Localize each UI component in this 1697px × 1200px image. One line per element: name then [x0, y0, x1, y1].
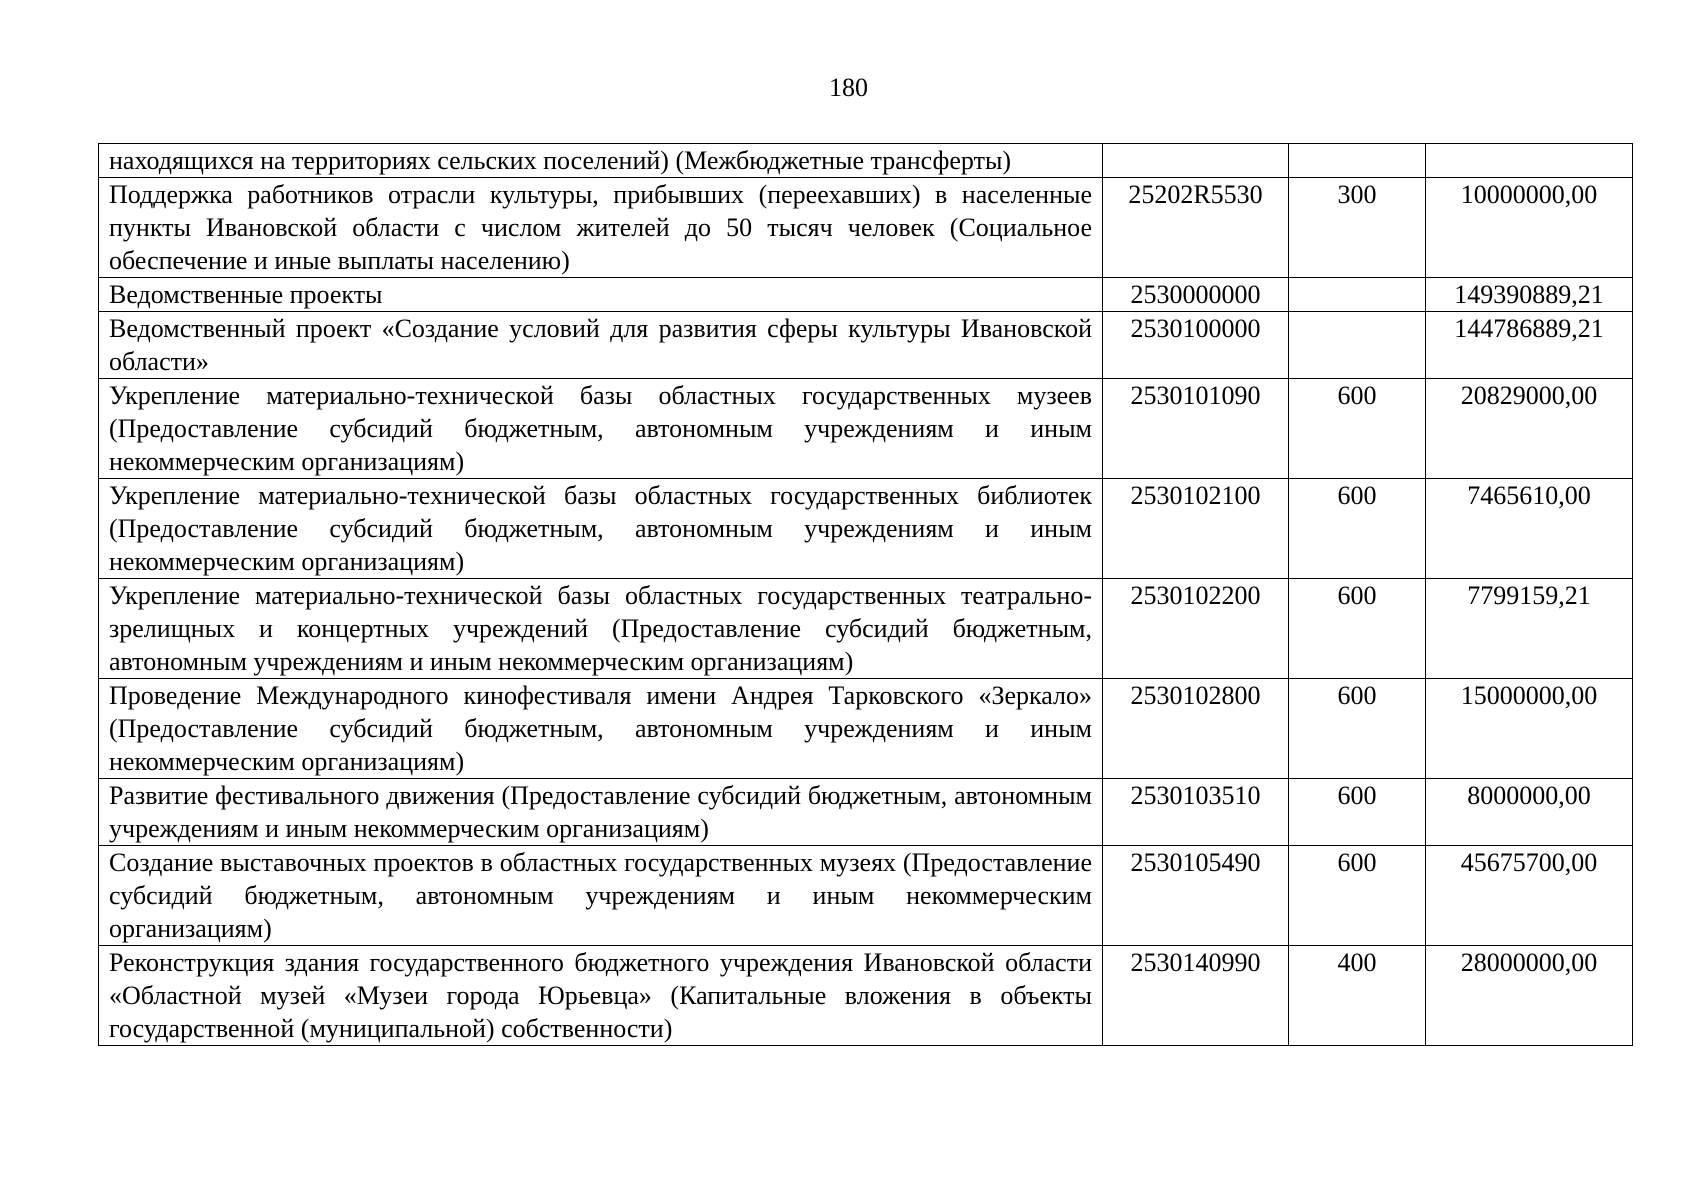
row-description: Ведомственные проекты [99, 278, 1103, 312]
row-sum: 15000000,00 [1426, 679, 1633, 779]
row-sum: 7799159,21 [1426, 579, 1633, 679]
row-description: Поддержка работников отрасли культуры, прибывших (переехавших) в населенные пункты Ивановской области с числом жителей до 50 тысяч человек (Социальное обеспечение и иные выплаты населению) [99, 178, 1103, 278]
table-row [99, 379, 1633, 479]
row-sum: 8000000,00 [1426, 779, 1633, 846]
table-row [99, 779, 1633, 846]
row-code: 2530102100 [1103, 479, 1289, 579]
row-code: 2530103510 [1103, 779, 1289, 846]
row-description: Создание выставочных проектов в областных государственных музеях (Предоставление субсидий бюджетным, автономным учреждениям и иным некоммерческим организациям) [99, 846, 1103, 946]
row-code: 2530140990 [1103, 946, 1289, 1046]
row-expense-type: 600 [1289, 846, 1426, 946]
row-sum: 7465610,00 [1426, 479, 1633, 579]
row-sum [1426, 144, 1633, 178]
row-sum: 144786889,21 [1426, 312, 1633, 379]
budget-table [98, 143, 1633, 1046]
row-expense-type [1289, 312, 1426, 379]
row-description: Укрепление материально-технической базы областных государственных библиотек (Предоставление субсидий бюджетным, автономным учреждениям и иным некоммерческим организациям) [99, 479, 1103, 579]
row-expense-type: 400 [1289, 946, 1426, 1046]
table-row [99, 579, 1633, 679]
table-row [99, 144, 1633, 178]
row-code: 2530100000 [1103, 312, 1289, 379]
row-expense-type: 600 [1289, 779, 1426, 846]
page-number: 180 [829, 73, 868, 102]
row-sum: 10000000,00 [1426, 178, 1633, 278]
row-code [1103, 144, 1289, 178]
row-description: Реконструкция здания государственного бюджетного учреждения Ивановской области «Областной музей «Музеи города Юрьевца» (Капитальные вложения в объекты государственной (муниципальной) собственности) [99, 946, 1103, 1046]
row-sum: 20829000,00 [1426, 379, 1633, 479]
row-code: 25202R5530 [1103, 178, 1289, 278]
table-row [99, 178, 1633, 278]
row-description: Развитие фестивального движения (Предоставление субсидий бюджетным, автономным учреждениям и иным некоммерческим организациям) [99, 779, 1103, 846]
table-row [99, 846, 1633, 946]
row-sum: 45675700,00 [1426, 846, 1633, 946]
row-code: 2530000000 [1103, 278, 1289, 312]
row-expense-type: 600 [1289, 479, 1426, 579]
row-expense-type [1289, 144, 1426, 178]
row-code: 2530102800 [1103, 679, 1289, 779]
table-row [99, 479, 1633, 579]
row-description: Укрепление материально-технической базы областных государственных музеев (Предоставление субсидий бюджетным, автономным учреждениям и иным некоммерческим организациям) [99, 379, 1103, 479]
row-expense-type: 300 [1289, 178, 1426, 278]
row-expense-type: 600 [1289, 679, 1426, 779]
row-expense-type: 600 [1289, 379, 1426, 479]
row-expense-type [1289, 278, 1426, 312]
row-code: 2530101090 [1103, 379, 1289, 479]
row-sum: 149390889,21 [1426, 278, 1633, 312]
row-description: Ведомственный проект «Создание условий для развития сферы культуры Ивановской области» [99, 312, 1103, 379]
row-description: Проведение Международного кинофестиваля имени Андрея Тарковского «Зеркало» (Предоставление субсидий бюджетным, автономным учреждениям и иным некоммерческим организациям) [99, 679, 1103, 779]
row-sum: 28000000,00 [1426, 946, 1633, 1046]
table-row [99, 679, 1633, 779]
row-description: Укрепление материально-технической базы областных государственных театрально-зрелищных и концертных учреждений (Предоставление субсидий бюджетным, автономным учреждениям и иным некоммерческим организациям) [99, 579, 1103, 679]
table-row [99, 946, 1633, 1046]
row-description: находящихся на территориях сельских поселений) (Межбюджетные трансферты) [99, 144, 1103, 178]
row-code: 2530102200 [1103, 579, 1289, 679]
table-row [99, 278, 1633, 312]
row-code: 2530105490 [1103, 846, 1289, 946]
row-expense-type: 600 [1289, 579, 1426, 679]
table-row [99, 312, 1633, 379]
